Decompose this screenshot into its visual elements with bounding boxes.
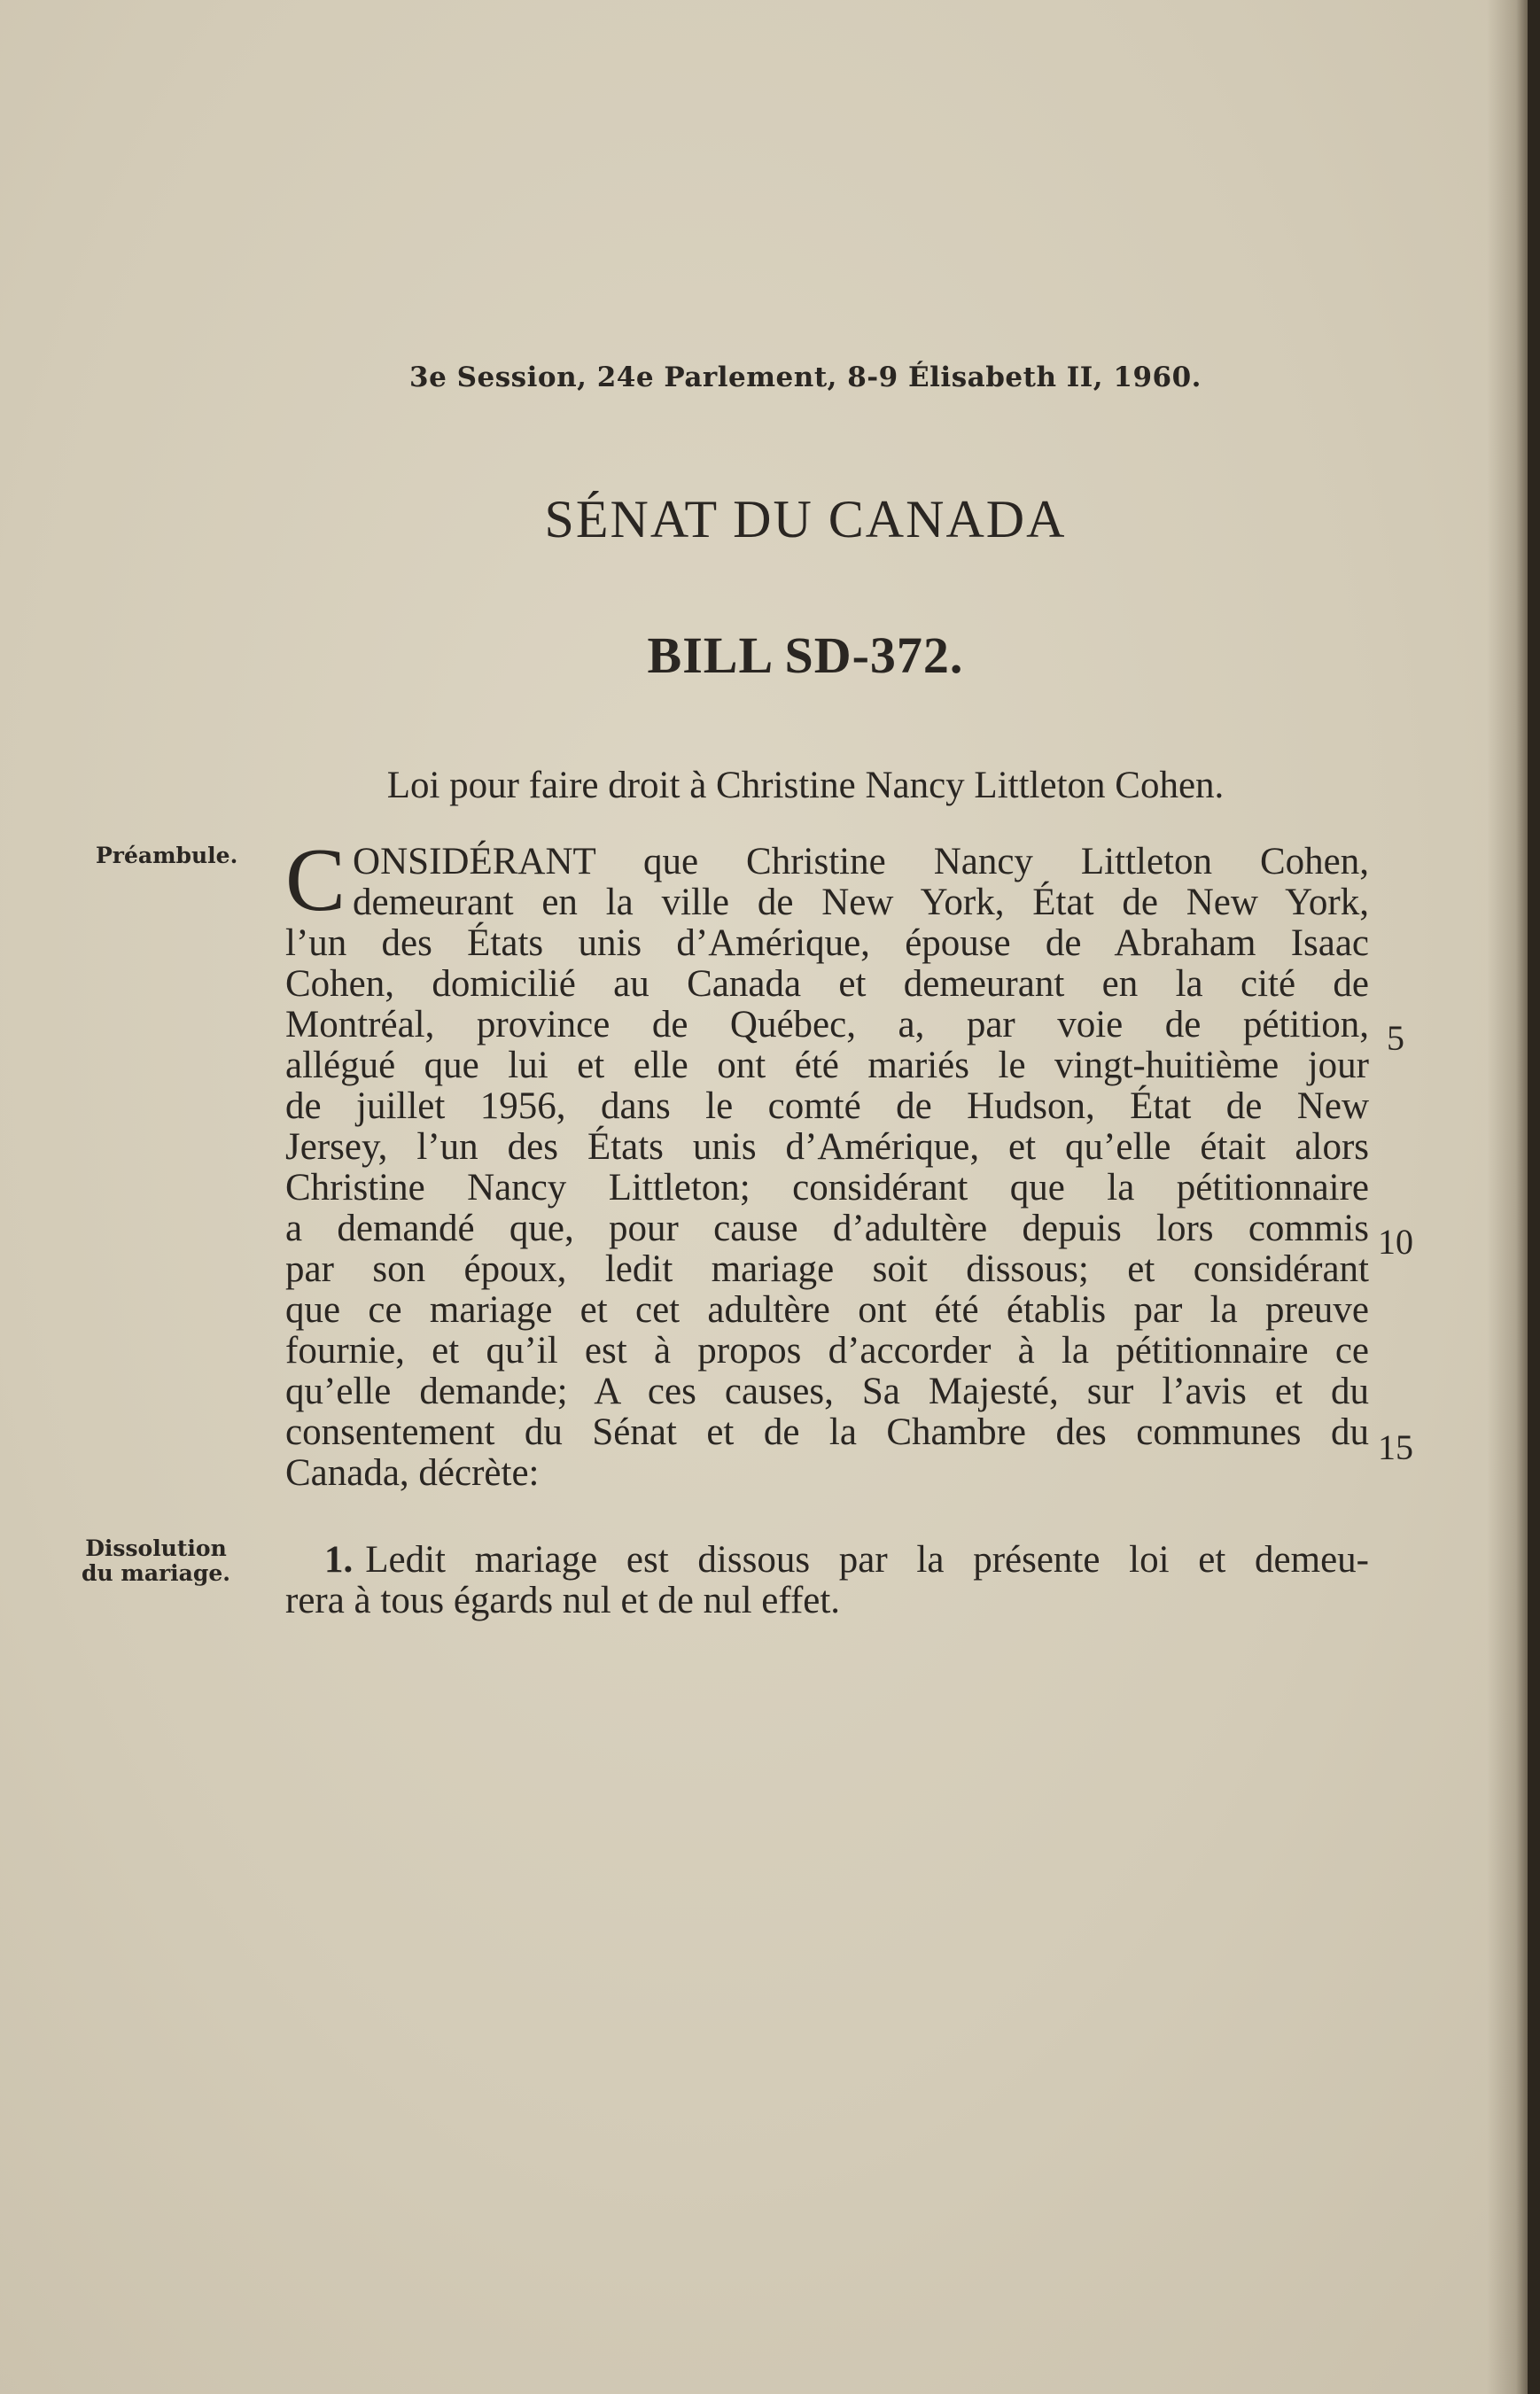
preamble-text: [285, 830, 1369, 1494]
bill-number: BILL SD-372.: [647, 626, 964, 684]
clause-1-line1: Ledit mariage est dissous par la présente loi et demeu-: [365, 1539, 1369, 1581]
bill-subtitle: Loi pour faire droit à Christine Nancy Littleton Cohen.: [386, 765, 1225, 806]
preamble-margin-note: Préambule.: [96, 843, 238, 868]
preamble-line: demeurant en la ville de New York, État de New York,: [353, 882, 1369, 923]
drop-cap: C: [285, 830, 346, 930]
preamble-line: Canada, décrète:: [285, 1452, 540, 1494]
dissolution-note-line1: Dissolution: [85, 1535, 227, 1561]
preamble-line: consentement du Sénat et de la Chambre des communes du: [285, 1411, 1369, 1453]
preamble-line: de juillet 1956, dans le comté de Hudson, État de New: [285, 1085, 1369, 1127]
senate-title: SÉNAT DU CANADA: [544, 490, 1067, 548]
dissolution-note-line2: du mariage.: [82, 1560, 230, 1586]
line-number-5: 5: [1387, 1018, 1404, 1058]
clause-number: 1.: [324, 1539, 354, 1581]
preamble-line: ONSIDÉRANT que Christine Nancy Littleton Cohen,: [353, 841, 1369, 882]
preamble-line: Jersey, l’un des États unis d’Amérique, et qu’elle était alors: [285, 1126, 1369, 1168]
dissolution-margin-note: [82, 1536, 230, 1586]
preamble-line: qu’elle demande; A ces causes, Sa Majesté, sur l’avis et du: [285, 1371, 1369, 1412]
preamble-line: l’un des États unis d’Amérique, épouse de Abraham Isaac: [285, 922, 1369, 964]
preamble-line: a demandé que, pour cause d’adultère depuis lors commis: [285, 1208, 1369, 1249]
line-number-10: 10: [1378, 1222, 1413, 1262]
preamble-line: par son époux, ledit mariage soit dissous; et considérant: [285, 1248, 1369, 1290]
session-header: 3e Session, 24e Parlement, 8-9 Élisabeth II, 1960.: [409, 361, 1202, 393]
preamble-line: Christine Nancy Littleton; considérant que la pétitionnaire: [285, 1167, 1369, 1209]
preamble-line: Montréal, province de Québec, a, par voie de pétition,: [285, 1004, 1369, 1045]
preamble-line: fournie, et qu’il est à propos d’accorder à la pétitionnaire ce: [285, 1330, 1369, 1372]
clause-1-line: rera à tous égards nul et de nul effet.: [285, 1580, 841, 1621]
preamble-line: Cohen, domicilié au Canada et demeurant en la cité de: [285, 963, 1369, 1005]
preamble-line: allégué que lui et elle ont été mariés le vingt-huitième jour: [285, 1045, 1369, 1086]
preamble-line: que ce mariage et cet adultère ont été établis par la preuve: [285, 1289, 1369, 1331]
show-through-text: [478, 691, 1010, 744]
clause-1-line: [285, 1540, 1369, 1581]
line-number-15: 15: [1378, 1427, 1413, 1467]
clause-1-text: [285, 1540, 1369, 1621]
binding-edge: [1528, 0, 1540, 2394]
